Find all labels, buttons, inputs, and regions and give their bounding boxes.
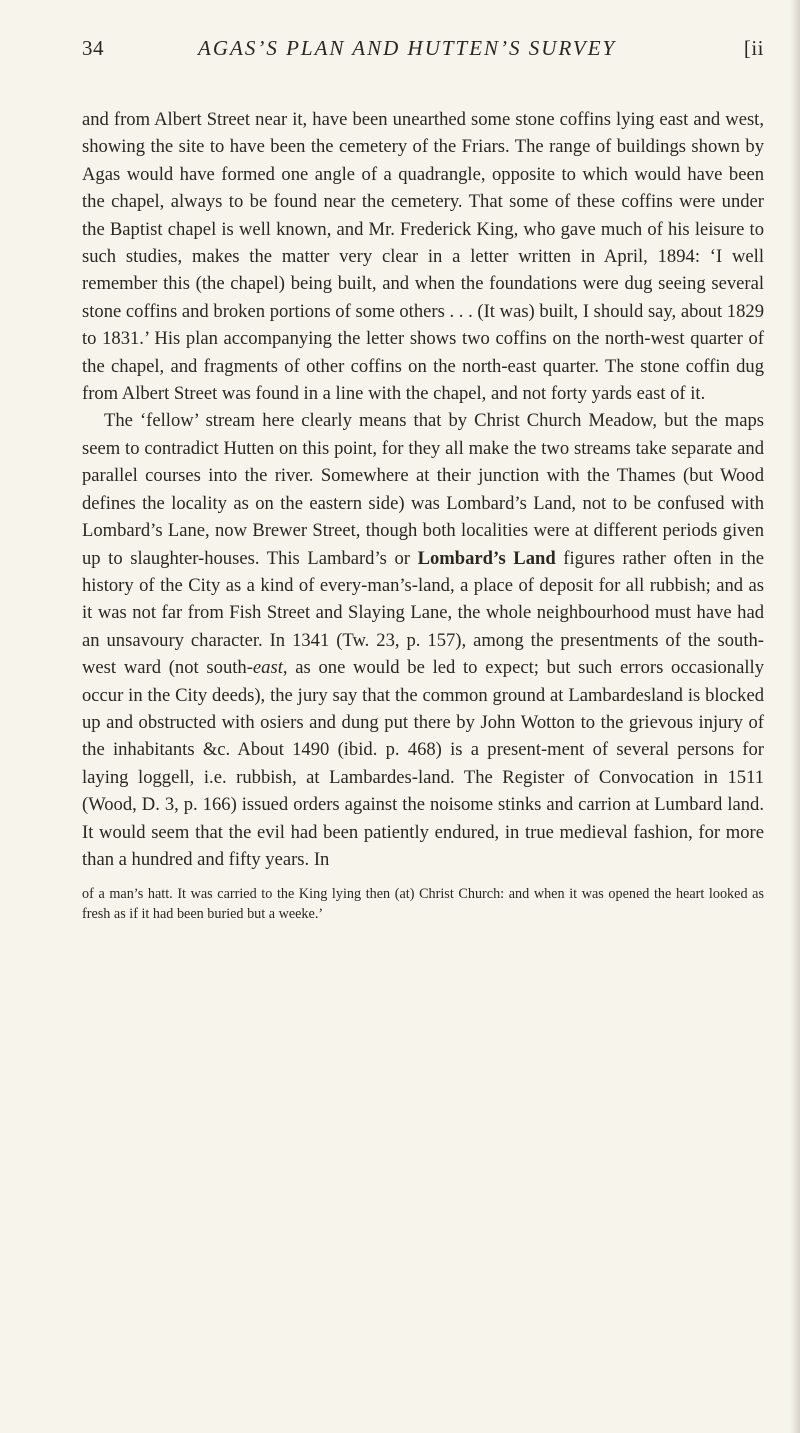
italic-term-east: east xyxy=(252,657,283,679)
paragraph-text-part: figures rather often in the history of the City as a kind of every-man’s-land, a place of deposit for all rubbish; and as it was not far from Fish Street and Slaying Lane, the whole neighbourhood must have had an unsavoury character. In 1341 (Tw. 23, p. 157), among the presentments of the south-west ward (not south- xyxy=(82,547,765,679)
book-page xyxy=(82,36,764,925)
paragraph-text-part: The ‘fellow’ stream here clearly means that by Christ Church Meadow, but the maps seem to contradict Hutten on this point, for they all make the two streams take separate and parallel courses into the river. Somewhere at their junction with the Thames (but Wood defines the locality as on the eastern side) was Lombard’s Land, not to be confused with Lombard’s Lane, now Brewer Street, though both localities were at different periods given up to slaughter-houses. This Lambard’s or xyxy=(82,410,764,569)
footnote-text: of a man’s hatt. It was carried to the King lying then (at) Christ Church: and when it was opened the heart looked as fresh as if it had been buried but a weeke.’ xyxy=(82,886,764,923)
running-title: AGAS’S PLAN AND HUTTEN’S SURVEY xyxy=(198,36,617,60)
paragraph-lombards-land xyxy=(82,407,764,873)
paragraph-coffins: and from Albert Street near it, have been unearthed some stone coffins lying east and west, showing the site to have been the cemetery of the Friars. The range of buildings shown by Agas would have formed one angle of a quadrangle, opposite to which would have been the chapel, always to be found near the cemetery. That some of these coffins were under the Baptist chapel is well known, and Mr. Frederick King, who gave much of his leisure to such studies, makes the matter very clear in a letter written in April, 1894: ‘I well remember this (the chapel) being built, and when the foundations were dug seeing several stone coffins and broken portions of some others . . . (It was) built, I should say, about 1829 to 1831.’ His plan accompanying the letter shows two coffins on the north-west quarter of the chapel, and fragments of other coffins on the north-east quarter. The stone coffin dug from Albert Street was found in a line with the chapel, and not forty yards east of it. xyxy=(82,109,764,405)
paragraph-text-part: , as one would be led to expect; but such errors occasionally occur in the City deeds), the jury say that the common ground at Lambardesland is blocked up and obstructed with osiers and dung put there by John Wotton to the grievous injury of the inhabitants &c. About 1490 (ibid. p. 468) is a present-ment of several persons for laying loggell, i.e. rubbish, at Lambardes-land. The Register of Convocation in 1511 (Wood, D. 3, p. 166) issued orders against the noisome stinks and carrion at Lumbard land. It would seem that the evil had been patiently endured, in true medieval fashion, for more than a hundred and fifty years. In xyxy=(82,657,764,870)
page-number: 34 xyxy=(82,36,104,60)
running-header xyxy=(82,36,764,68)
footnote xyxy=(82,885,764,925)
body-text xyxy=(82,106,764,873)
section-mark: [ii xyxy=(743,36,764,60)
bold-term-lombards-land: Lombard’s Land xyxy=(417,547,556,569)
page-edge-shadow xyxy=(790,0,800,1433)
